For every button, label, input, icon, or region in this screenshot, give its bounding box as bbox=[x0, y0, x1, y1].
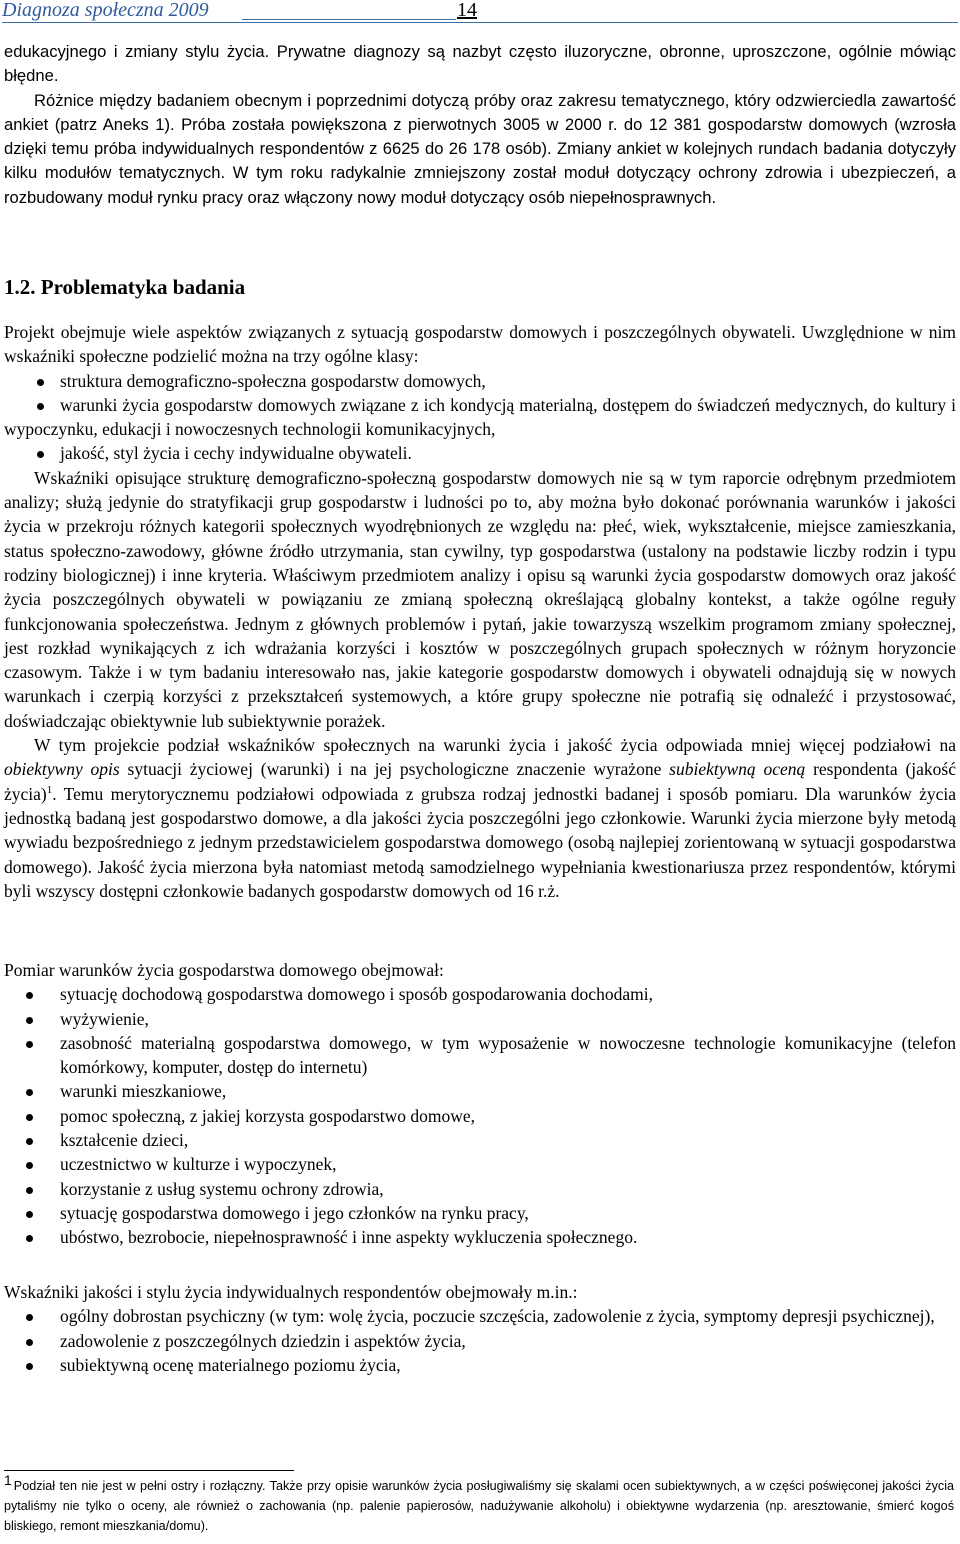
bullet-icon bbox=[26, 1339, 33, 1346]
section-paragraph-2: Wskaźniki opisujące strukturę demograficzno-społeczną gospodarstw domowych nie są w tym raporcie odrębnym przedmiotem analizy; służą jedynie do stratyfikacji grup gospodarstw i ludności po to, aby można było dokonać porównania warunków i jakości życia w przekroju różnych kategorii społecznych wyodrębnionych ze względu na: płeć, wiek, wykształcenie, miejsce zamieszkania, status społeczno-zawodowy, główne źródło utrzymania, stan cywilny, typ gospodarstwa (ustalony na podstawie liczby rodzin i typu rodziny biologicznej) i inne kryteria. Właściwym przedmiotem analizy i opisu są warunki życia gospodarstw domowych oraz jakość życia poszczególnych obywateli w powiązaniu ze zmianą społeczną określającą globalny kontekst, a także ogólne reguły funkcjonowania społeczeństwa. Jednym z głównych problemów i pytań, jakie towarzyszą wszelkim programom zmiany społecznej, jest rozkład wynikających z ich wdrażania korzyści i kosztów w poszczególnych grupach społecznych w różnym horyzoncie czasowym. Także i w tym badaniu interesowało nas, jakie kategorie gospodarstw domowych i obywateli odnajdują się w nowych warunkach i czerpią korzyści z przekształceń systemowych, a które grupy społeczne nie potrafią się odnaleźć i przystosować, doświadczając obiektywnie lub subiektywnie porażek. bbox=[4, 467, 956, 731]
footnote-divider bbox=[4, 1470, 294, 1471]
list-item: wyżywienie, bbox=[4, 1007, 956, 1031]
bullet-icon bbox=[26, 1089, 33, 1096]
section-heading: 1.2. Problematyka badania bbox=[4, 275, 246, 299]
bullet-icon bbox=[37, 403, 44, 410]
footnote-reference[interactable]: 1 bbox=[46, 783, 53, 796]
bullet-icon bbox=[26, 1314, 33, 1321]
list-item: ubóstwo, bezrobocie, niepełnosprawność i inne aspekty wykluczenia społecznego. bbox=[4, 1225, 956, 1249]
page-header bbox=[2, 0, 958, 23]
bullet-icon bbox=[26, 1235, 33, 1242]
list-item: zadowolenie z poszczególnych dziedzin i aspektów życia, bbox=[4, 1329, 956, 1353]
bullet-icon bbox=[37, 451, 44, 458]
bullet-icon bbox=[26, 1138, 33, 1145]
list-item: pomoc społeczną, z jakiej korzysta gospodarstwo domowe, bbox=[4, 1104, 956, 1128]
list-item: sytuację gospodarstwa domowego i jego członków na rynku pracy, bbox=[4, 1201, 956, 1225]
bullet-icon bbox=[26, 1162, 33, 1169]
conditions-intro: Pomiar warunków życia gospodarstwa domowego obejmował: bbox=[4, 960, 444, 980]
emphasis-objective: obiektywny opis bbox=[4, 759, 120, 780]
quality-list bbox=[4, 1304, 956, 1377]
footnote-number: 1 bbox=[4, 1471, 12, 1488]
page-number: 14 bbox=[457, 0, 477, 21]
section-paragraph-3: W tym projekcie podział wskaźników społecznych na warunki życia i jakość życia odpowiada mniej więcej podziałowi na obiektywny opis sytuacji życiowej (warunki) i na jej psychologiczne znaczenie wyrażone subiektywną oceną respondenta (jakość życia)$^1$. Temu merytorycznemu podziałowi odpowiada z grubsza rodzaj jednostki badanej i sposób pomiaru. Dla warunków życia jednostką badaną jest gospodarstwo domowe, a dla jakości życia poszczególni jego członkowie. Warunki życia mierzone były metodą wywiadu bezpośredniego z jednym przedstawicielem gospodarstwa domowego (osobą najlepiej zorientowaną w sytuacji gospodarstwa domowego). Jakość życia mierzona była natomiast metodą samodzielnego wypełniania kwestionariusza przez respondentów, którymi byli wszyscy dostępni członkowie badanych gospodarstw domowych od 16 r.ż. bbox=[4, 735, 956, 901]
section-body bbox=[4, 320, 956, 903]
footnote-text: Podział ten nie jest w pełni ostry i rozłączny. Także przy opisie warunków życia posługiwaliśmy się skalami ocen subiektywnych, a w części poświęconej jakości życia pytaliśmy nie tylko o oceny, ale również o zachowania (np. palenie papierosów, nadużywanie alkoholu) i obiektywne wydarzenia (np. aresztowanie, śmierć kogoś bliskiego, remont mieszkania/domu). bbox=[4, 1479, 954, 1533]
list-item: struktura demograficzno-społeczna gospodarstw domowych, bbox=[4, 369, 956, 393]
list-item: warunki mieszkaniowe, bbox=[4, 1079, 956, 1103]
section-paragraph-1: Projekt obejmuje wiele aspektów związanych z sytuacją gospodarstw domowych i poszczególnych obywateli. Uwzględnione w nim wskaźniki społeczne podzielić można na trzy ogólne klasy: bbox=[4, 322, 956, 367]
list-item: jakość, styl życia i cechy indywidualne obywateli. bbox=[4, 441, 956, 465]
bullet-icon bbox=[26, 1187, 33, 1194]
bullet-icon bbox=[26, 1363, 33, 1370]
intro-section bbox=[4, 40, 956, 210]
quality-intro: Wskaźniki jakości i stylu życia indywidualnych respondentów obejmowały m.in.: bbox=[4, 1282, 578, 1302]
bullet-icon bbox=[26, 1017, 33, 1024]
list-item: warunki życia gospodarstw domowych związane z ich kondycją materialną, dostępem do świadczeń medycznych, do kultury i wypoczynku, edukacji i nowoczesnych technologii komunikacyjnych, bbox=[4, 394, 956, 440]
intro-paragraph-1: edukacyjnego i zmiany stylu życia. Prywatne diagnozy są nazbyt często iluzoryczne, obronne, uproszczone, ogólnie mówiąc błędne. bbox=[4, 42, 956, 86]
bullet-icon bbox=[26, 1114, 33, 1121]
bullet-icon bbox=[26, 1041, 33, 1048]
intro-paragraph-2: Różnice między badaniem obecnym i poprzednimi dotyczą próby oraz zakresu tematycznego, który odzwierciedla zawartość ankiet (patrz Aneks 1). Próba została powiększona z pierwotnych 3005 w 2000 r. do 12 381 gospodarstw domowych (wzrosła dzięki temu próba indywidualnych respondentów z 6625 do 26 178 osób). Zmiany ankiet w kolejnych rundach badania dotyczyły kilku modułów tematycznych. W tym roku radykalnie zmniejszony został moduł dotyczący ochrony zdrowia i ubezpieczeń, a rozbudowany moduł rynku pracy oraz włączony nowy moduł dotyczący osób niepełnosprawnych. bbox=[4, 90, 956, 207]
list-item: sytuację dochodową gospodarstwa domowego i sposób gospodarowania dochodami, bbox=[4, 982, 956, 1006]
emphasis-subjective: subiektywną oceną bbox=[669, 759, 806, 780]
bullet-icon bbox=[26, 992, 33, 999]
list-item: korzystanie z usług systemu ochrony zdrowia, bbox=[4, 1177, 956, 1201]
conditions-list bbox=[4, 982, 956, 1249]
indicator-classes-list bbox=[4, 369, 956, 466]
header-divider bbox=[242, 19, 456, 20]
footnote bbox=[4, 1471, 954, 1536]
bullet-icon bbox=[26, 1211, 33, 1218]
header-title: Diagnoza społeczna 2009 bbox=[2, 0, 209, 21]
bullet-icon bbox=[37, 379, 44, 386]
list-item: uczestnictwo w kulturze i wypoczynek, bbox=[4, 1152, 956, 1176]
list-item: subiektywną ocenę materialnego poziomu życia, bbox=[4, 1353, 956, 1377]
list-item: ogólny dobrostan psychiczny (w tym: wolę życia, poczucie szczęścia, zadowolenie z życia, symptomy depresji psychicznej), bbox=[4, 1304, 956, 1328]
list-item: zasobność materialną gospodarstwa domowego, w tym wyposażenie w nowoczesne technologie komunikacyjne (telefon komórkowy, komputer, dostęp do internetu) bbox=[4, 1031, 956, 1080]
list-item: kształcenie dzieci, bbox=[4, 1128, 956, 1152]
conditions-section bbox=[4, 958, 956, 1250]
quality-section bbox=[4, 1280, 956, 1377]
